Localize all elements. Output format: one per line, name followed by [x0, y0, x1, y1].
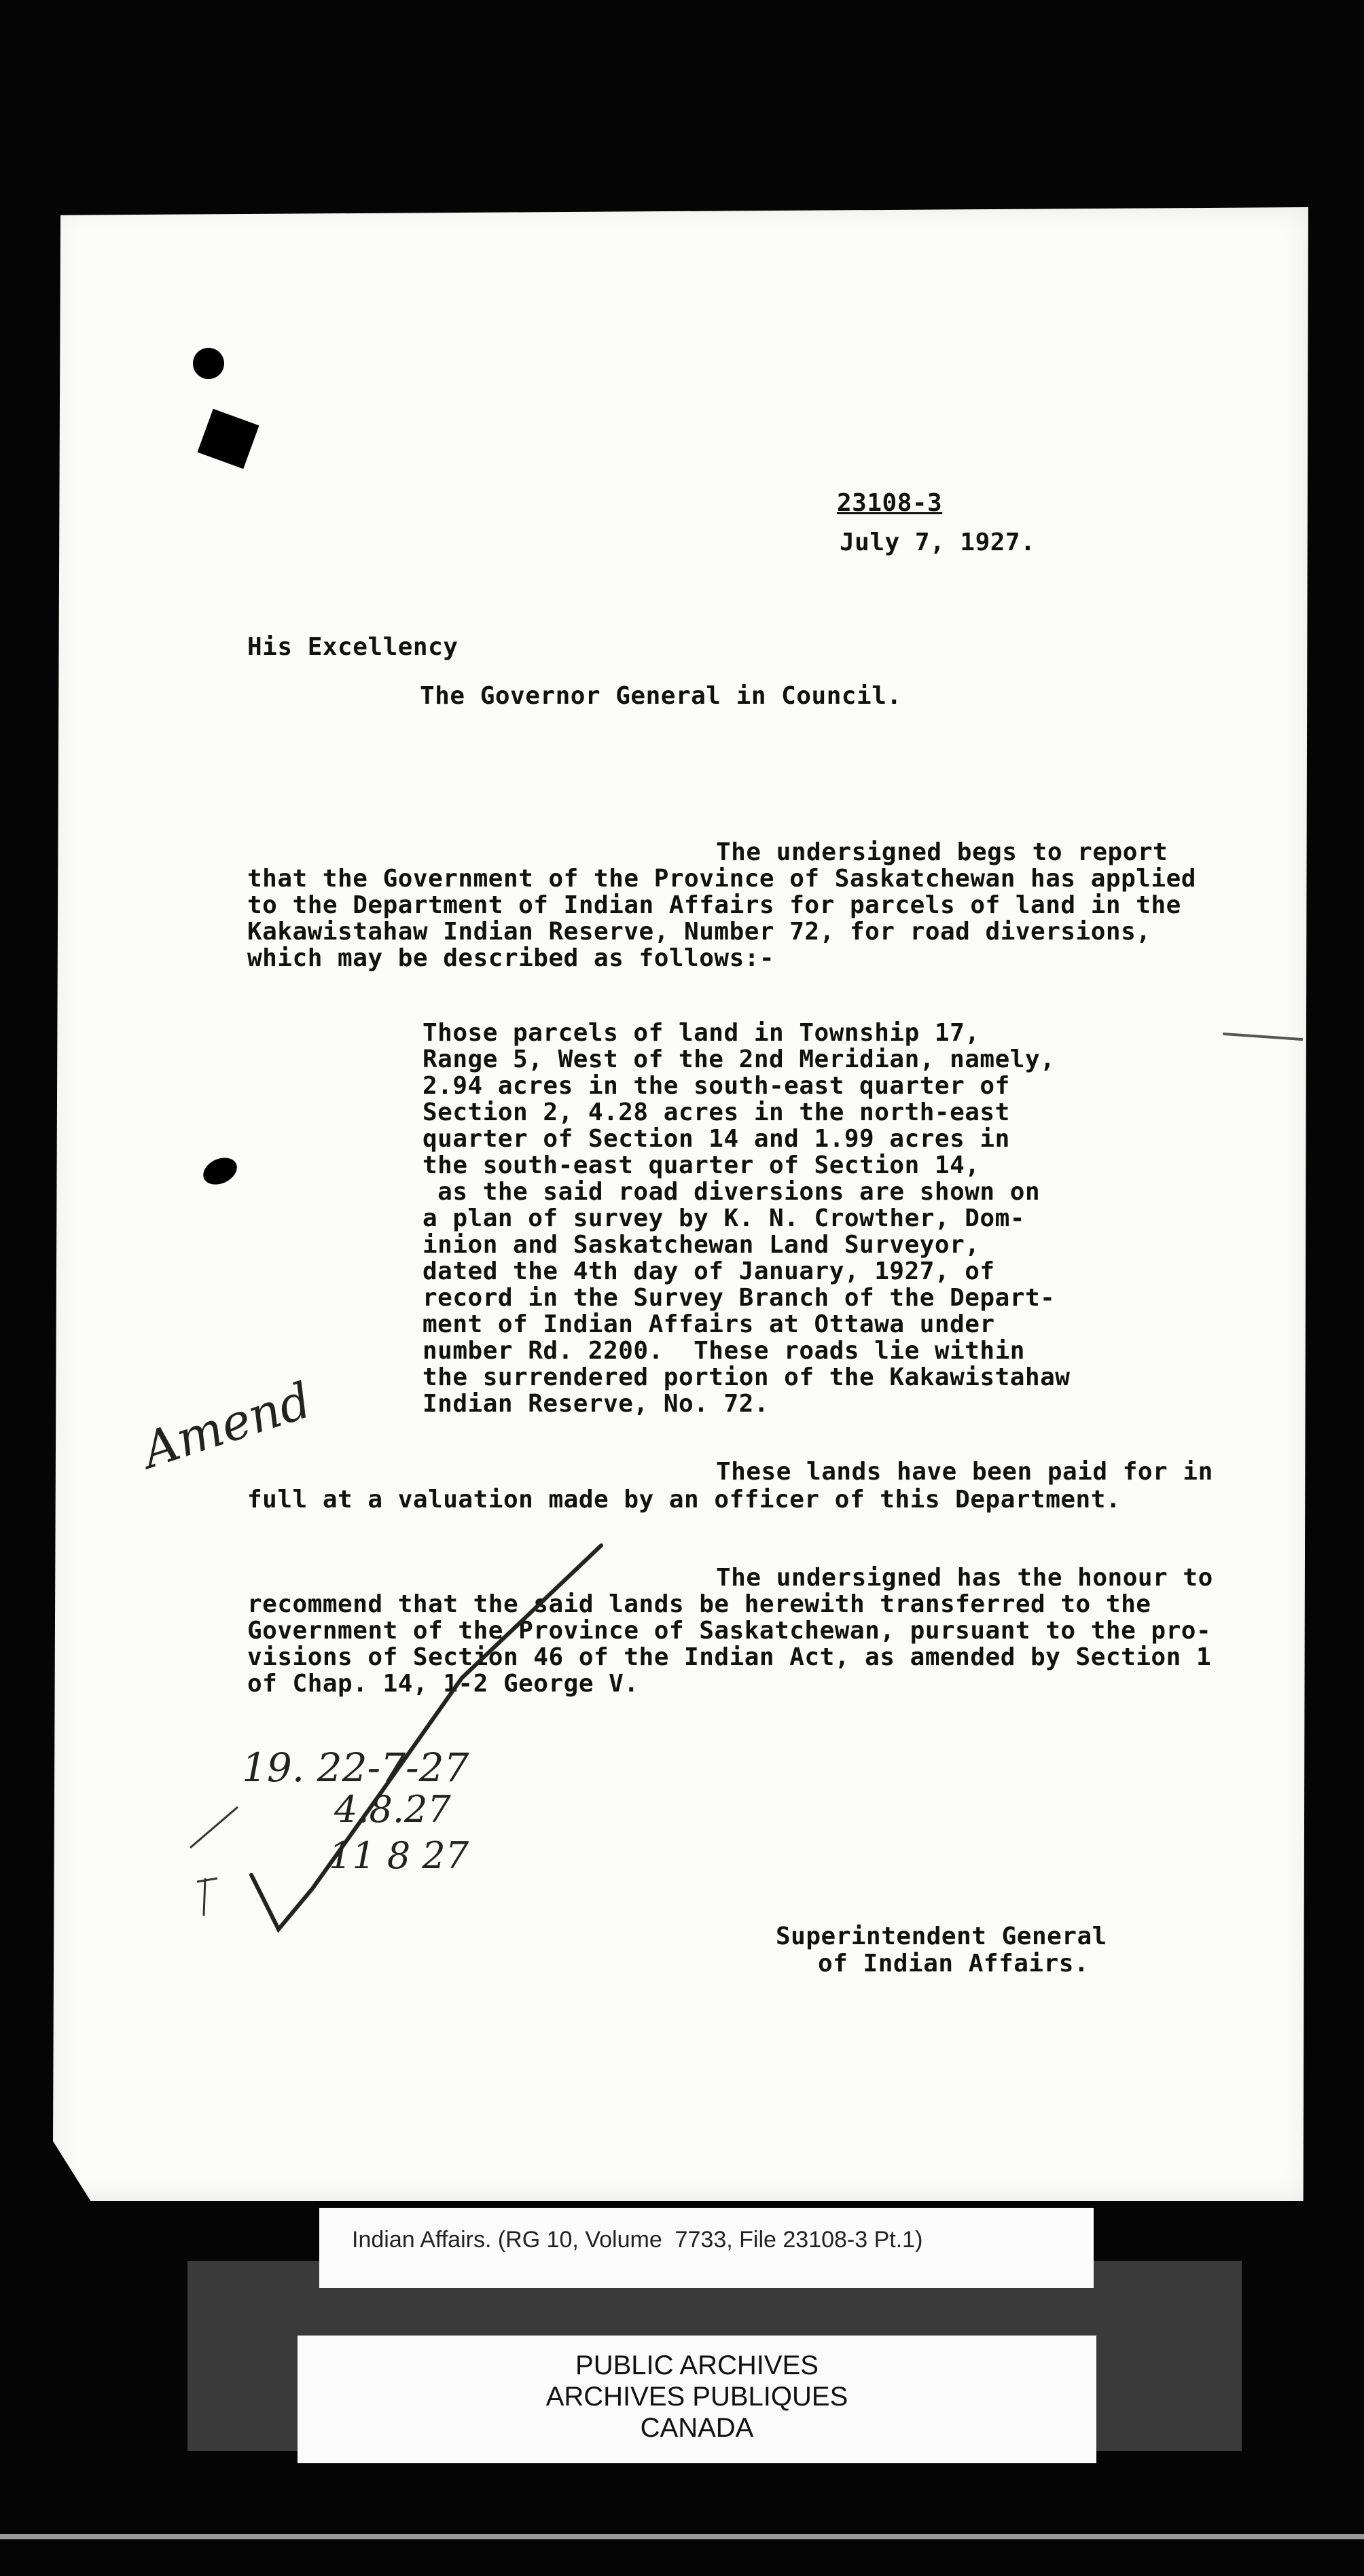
- description-line: a plan of survey by K. N. Crowther, Dom-: [423, 1204, 1025, 1232]
- paragraph-3-line: The undersigned has the honour to: [716, 1564, 1213, 1592]
- description-line: Indian Reserve, No. 72.: [423, 1390, 769, 1418]
- stamp-line-3: CANADA: [640, 2413, 754, 2443]
- stamp-line-1: PUBLIC ARCHIVES: [575, 2350, 819, 2380]
- description-line: quarter of Section 14 and 1.99 acres in: [423, 1125, 1010, 1153]
- paragraph-1-line: that the Government of the Province of Saskatchewan has applied: [247, 865, 1196, 893]
- description-line: dated the 4th day of January, 1927, of: [423, 1257, 995, 1285]
- salutation-line-2: The Governor General in Council.: [420, 682, 902, 710]
- handwritten-note: 11 8 27: [329, 1834, 469, 1877]
- paragraph-1-line: which may be described as follows:-: [247, 944, 775, 972]
- paragraph-1-line: to the Department of Indian Affairs for parcels of land in the: [247, 891, 1181, 919]
- description-line: record in the Survey Branch of the Depart-: [423, 1284, 1056, 1312]
- paragraph-1-line: Kakawistahaw Indian Reserve, Number 72, for road diversions,: [247, 918, 1151, 946]
- description-line: as the said road diversions are shown on: [423, 1178, 1041, 1206]
- handwritten-note: 4.8.27: [334, 1788, 451, 1831]
- salutation-line-1: His Excellency: [247, 633, 459, 661]
- document-date: July 7, 1927.: [840, 529, 1036, 556]
- paragraph-2-line: These lands have been paid for in: [716, 1458, 1213, 1486]
- handwritten-note: 19. 22-7-27: [242, 1745, 469, 1791]
- paragraph-2-line: full at a valuation made by an officer of this Department.: [247, 1486, 1121, 1514]
- file-number: 23108-3: [837, 489, 943, 517]
- description-line: ment of Indian Affairs at Ottawa under: [423, 1310, 995, 1338]
- description-line: 2.94 acres in the south-east quarter of: [423, 1072, 1010, 1100]
- paragraph-3-line: recommend that the said lands be herewith transferred to the: [247, 1590, 1151, 1618]
- paragraph-1-line: The undersigned begs to report: [716, 838, 1168, 866]
- scan-edge: [0, 2534, 1364, 2539]
- handwritten-margin-note: Amend: [135, 1371, 319, 1480]
- handwritten-check-mark: [156, 1535, 618, 1943]
- paragraph-3-line: visions of Section 46 of the Indian Act, as amended by Section 1: [247, 1643, 1212, 1671]
- description-line: Those parcels of land in Township 17,: [423, 1019, 980, 1047]
- paragraph-3-line: Government of the Province of Saskatchewan, pursuant to the pro-: [247, 1617, 1212, 1645]
- paragraph-3-line: of Chap. 14, 1-2 George V.: [247, 1670, 639, 1698]
- signature-line-2: of Indian Affairs.: [818, 1950, 1090, 1978]
- description-line: the south-east quarter of Section 14,: [423, 1151, 980, 1179]
- description-line: inion and Saskatchewan Land Surveyor,: [423, 1231, 980, 1259]
- stamp-line-2: ARCHIVES PUBLIQUES: [545, 2382, 848, 2412]
- archive-reference-label: Indian Affairs. (RG 10, Volume 7733, File 23108-3 Pt.1): [352, 2227, 923, 2253]
- description-line: number Rd. 2200. These roads lie within: [423, 1337, 1025, 1365]
- description-line: Range 5, West of the 2nd Meridian, namely,: [423, 1045, 1056, 1073]
- hole-punch-mark: [193, 348, 224, 379]
- description-line: Section 2, 4.28 acres in the north-east: [423, 1098, 1010, 1126]
- signature-line-1: Superintendent General: [776, 1922, 1107, 1950]
- description-line: the surrendered portion of the Kakawistahaw: [423, 1363, 1071, 1391]
